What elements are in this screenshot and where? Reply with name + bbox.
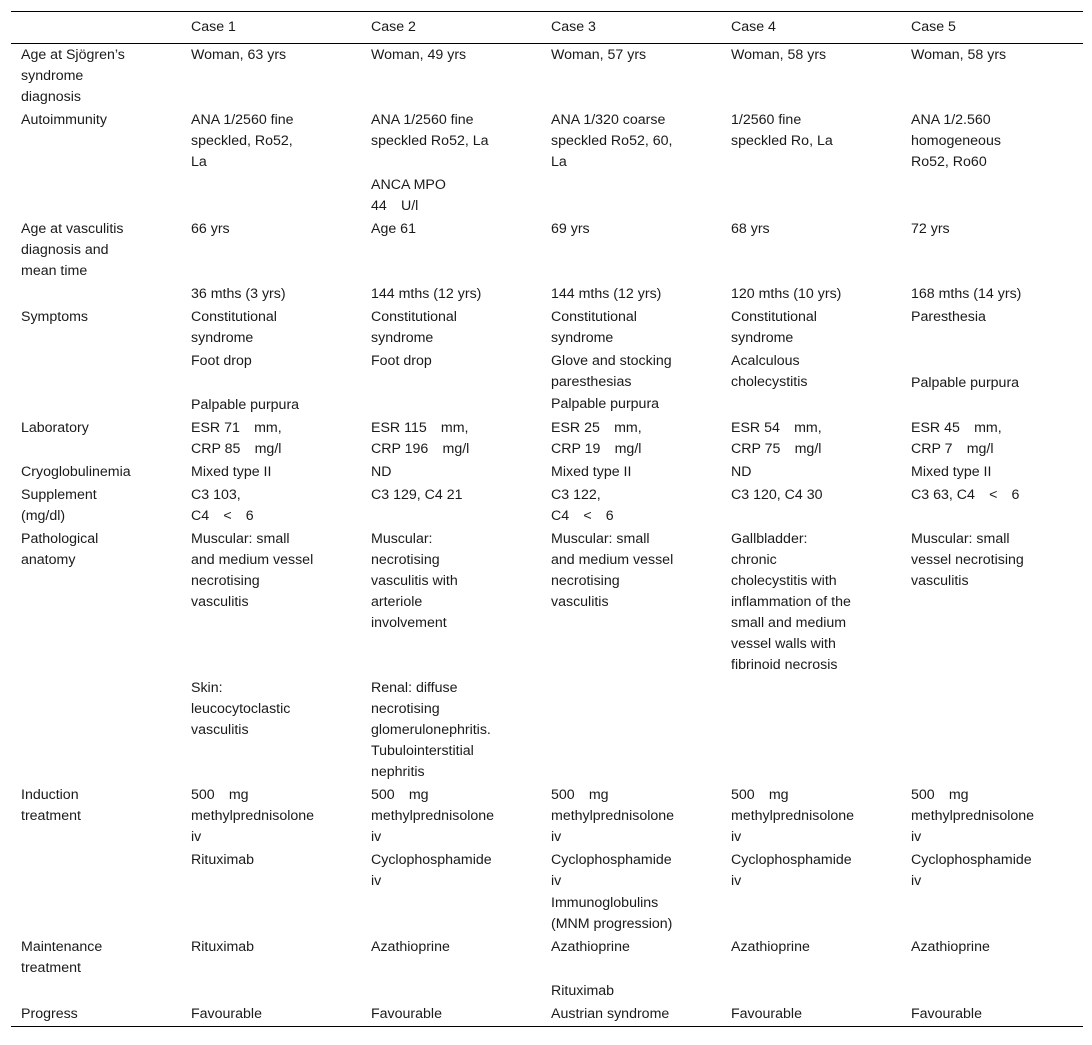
row-label-cell (11, 677, 181, 784)
row-label-text: Symptoms (21, 309, 89, 325)
cell-text: ESR 71 mm, (191, 420, 282, 436)
row-label-text: treatment (21, 960, 81, 976)
table-cell-case-1 (181, 1003, 361, 1027)
table-cell-case-1 (181, 44, 361, 110)
table-row (11, 350, 1083, 417)
cell-text: 66 yrs (191, 221, 230, 237)
cell-text: necrotising (371, 552, 440, 568)
table-cell-case-4 (721, 218, 901, 283)
row-label-text: treatment (21, 808, 81, 824)
table-cell-case-5 (901, 306, 1083, 350)
blank-line (911, 351, 1073, 372)
row-label-cell (11, 484, 181, 528)
cell-text: syndrome (551, 330, 614, 346)
header-cell-case-4: Case 4 (731, 19, 776, 35)
row-label-text: Progress (21, 1006, 78, 1022)
cell-text: 44 U/l (371, 198, 419, 214)
cell-text: Age 61 (371, 221, 416, 237)
table-row (11, 306, 1083, 350)
cell-text: La (551, 154, 567, 170)
cell-text: vessel walls with (731, 636, 836, 652)
cell-text: Foot drop (191, 353, 252, 369)
cell-text: Acalculous (731, 353, 800, 369)
cell-text: 500 mg (551, 787, 609, 803)
cell-text: Cyclophosphamide (731, 852, 852, 868)
cell-text: CRP 19 mg/l (551, 441, 642, 457)
table-cell-case-4 (721, 283, 901, 306)
cell-text: ESR 54 mm, (731, 420, 822, 436)
cell-text: Cyclophosphamide (371, 852, 492, 868)
cell-text: CRP 85 mg/l (191, 441, 282, 457)
table-row (11, 849, 1083, 936)
cell-text: speckled Ro52, 60, (551, 133, 673, 149)
table-cell-case-3 (541, 350, 721, 417)
table-cell-case-3 (541, 677, 721, 784)
header-cell-case-5: Case 5 (911, 19, 956, 35)
table-cell-case-4 (721, 1003, 901, 1027)
cell-text: Renal: diffuse (371, 680, 458, 696)
table-cell-case-4 (721, 461, 901, 484)
table-cell-case-4 (721, 44, 901, 110)
table-cell-case-2 (361, 936, 541, 1003)
cell-text: C3 122, (551, 487, 601, 503)
table-cell-case-1 (181, 849, 361, 936)
cell-text: C4 < 6 (551, 508, 614, 524)
cell-text: glomerulonephritis. (371, 722, 491, 738)
table-cell-case-5 (901, 417, 1083, 461)
table-cell-case-3 (541, 109, 721, 218)
table-cell-case-5 (901, 784, 1083, 849)
table-row (11, 677, 1083, 784)
cell-text: homogeneous (911, 133, 1001, 149)
cell-text: iv (371, 873, 382, 889)
table-header (11, 12, 1083, 44)
cell-text: 68 yrs (731, 221, 770, 237)
cell-text: iv (731, 829, 742, 845)
table-body (11, 44, 1083, 1027)
table-cell-case-3 (541, 461, 721, 484)
table-cell-case-1 (181, 936, 361, 1003)
header-row (11, 12, 1083, 44)
table-cell-case-3 (541, 218, 721, 283)
cell-text: Mixed type II (191, 464, 272, 480)
cell-text: chronic (731, 552, 777, 568)
cell-text: iv (911, 829, 922, 845)
table-cell-case-4 (721, 936, 901, 1003)
table-cell-case-2 (361, 306, 541, 350)
table-row (11, 417, 1083, 461)
table-cell-case-1 (181, 784, 361, 849)
table-cell-case-3 (541, 283, 721, 306)
cell-text: iv (551, 829, 562, 845)
table-cell-case-2 (361, 109, 541, 218)
cell-text: necrotising (191, 573, 260, 589)
row-label-cell (11, 528, 181, 677)
cell-text: Favourable (191, 1006, 262, 1022)
table-cell-case-5 (901, 528, 1083, 677)
cell-text: necrotising (551, 573, 620, 589)
cell-text: 500 mg (371, 787, 429, 803)
cell-text: ANA 1/320 coarse (551, 112, 666, 128)
table-cell-case-5 (901, 484, 1083, 528)
cell-text: ANA 1/2.560 (911, 112, 991, 128)
cell-text: Austrian syndrome (551, 1006, 670, 1022)
row-label-text: (mg/dl) (21, 508, 66, 524)
cell-text: ANA 1/2560 fine (191, 112, 294, 128)
cell-text: Paresthesia (911, 309, 986, 325)
cell-text: Woman, 57 yrs (551, 47, 647, 63)
cell-text: Palpable purpura (191, 397, 300, 413)
cell-text: Azathioprine (731, 939, 810, 955)
cell-text: Rituximab (191, 852, 255, 868)
row-label-cell (11, 849, 181, 936)
table-cell-case-1 (181, 461, 361, 484)
row-label-cell (11, 109, 181, 218)
cell-text: 500 mg (731, 787, 789, 803)
cell-text: vasculitis (191, 594, 249, 610)
table-row (11, 44, 1083, 110)
table-cell-case-3 (541, 849, 721, 936)
cell-text: Muscular: small (191, 531, 290, 547)
row-label-cell (11, 1003, 181, 1027)
table-cell-case-2 (361, 417, 541, 461)
cell-text: 500 mg (911, 787, 969, 803)
table-cell-case-3 (541, 1003, 721, 1027)
table-cell-case-2 (361, 283, 541, 306)
table-cell-case-1 (181, 218, 361, 283)
cell-text: Palpable purpura (911, 375, 1020, 391)
cell-text: 500 mg (191, 787, 249, 803)
cell-text: Mixed type II (911, 464, 992, 480)
cell-text: vessel necrotising (911, 552, 1024, 568)
row-label-cell (11, 417, 181, 461)
table-cell-case-2 (361, 784, 541, 849)
cell-text: small and medium (731, 615, 847, 631)
row-label-text: Laboratory (21, 420, 89, 436)
table-cell-case-5 (901, 936, 1083, 1003)
cell-text: Favourable (371, 1006, 442, 1022)
cell-text: involvement (371, 615, 447, 631)
table-cell-case-4 (721, 109, 901, 218)
table-cell-case-3 (541, 528, 721, 677)
table-cell-case-1 (181, 306, 361, 350)
table-cell-case-5 (901, 350, 1083, 417)
cell-text: 72 yrs (911, 221, 950, 237)
cell-text: Constitutional (371, 309, 457, 325)
table-cell-case-1 (181, 417, 361, 461)
table-cell-case-5 (901, 1003, 1083, 1027)
cell-text: methylprednisolone (191, 808, 315, 824)
row-label-text: anatomy (21, 552, 76, 568)
table-cell-case-3 (541, 784, 721, 849)
table-cell-case-2 (361, 677, 541, 784)
table-cell-case-2 (361, 44, 541, 110)
cell-text: Glove and stocking (551, 353, 672, 369)
table-cell-case-3 (541, 306, 721, 350)
cell-text: Ro52, Ro60 (911, 154, 987, 170)
cell-text: speckled Ro52, La (371, 133, 489, 149)
cell-text: methylprednisolone (731, 808, 855, 824)
header-cell-case-3: Case 3 (551, 19, 596, 35)
cell-text: speckled, Ro52, (191, 133, 293, 149)
cell-text: Azathioprine (911, 939, 990, 955)
cell-text: Constitutional (731, 309, 817, 325)
table-cell-case-5 (901, 218, 1083, 283)
cell-text: 144 mths (12 yrs) (371, 286, 482, 302)
cell-text: (MNM progression) (551, 916, 673, 932)
cell-text: vasculitis (551, 594, 609, 610)
row-label-text: Supplement (21, 487, 97, 503)
cell-text: leucocytoclastic (191, 701, 291, 717)
table-cell-case-3 (541, 44, 721, 110)
cell-text: Tubulointerstitial (371, 743, 474, 759)
table-cell-case-1 (181, 677, 361, 784)
row-label-cell (11, 784, 181, 849)
cell-text: iv (191, 829, 202, 845)
row-label-text: Maintenance (21, 939, 103, 955)
table-row (11, 109, 1083, 218)
table-cell-case-5 (901, 109, 1083, 218)
cell-text: syndrome (731, 330, 794, 346)
row-label-text: diagnosis and (21, 242, 109, 258)
blank-line (191, 373, 351, 394)
cell-text: Azathioprine (371, 939, 450, 955)
cell-text: Rituximab (191, 939, 255, 955)
cell-text: CRP 75 mg/l (731, 441, 822, 457)
cell-text: Woman, 58 yrs (731, 47, 827, 63)
cell-text: Favourable (911, 1006, 982, 1022)
table-cell-case-5 (901, 461, 1083, 484)
cell-text: 144 mths (12 yrs) (551, 286, 662, 302)
table-row (11, 528, 1083, 677)
cell-text: C3 120, C4 30 (731, 487, 823, 503)
cell-text: Palpable purpura (551, 396, 660, 412)
table-cell-case-1 (181, 283, 361, 306)
table-row (11, 283, 1083, 306)
row-label-cell (11, 44, 181, 110)
cell-text: and medium vessel (191, 552, 314, 568)
cell-text: iv (911, 873, 922, 889)
table-cell-case-4 (721, 484, 901, 528)
table-cell-case-1 (181, 350, 361, 417)
cell-text: methylprednisolone (551, 808, 675, 824)
cell-text: Gallbladder: (731, 531, 808, 547)
cell-text: Foot drop (371, 353, 432, 369)
table-row (11, 461, 1083, 484)
cell-text: ESR 25 mm, (551, 420, 642, 436)
table-cell-case-3 (541, 417, 721, 461)
cell-text: Immunoglobulins (551, 895, 659, 911)
table-cell-case-2 (361, 528, 541, 677)
cell-text: paresthesias (551, 374, 632, 390)
row-label-text: Cryoglobulinemia (21, 464, 131, 480)
cell-text: syndrome (371, 330, 434, 346)
cell-text: methylprednisolone (911, 808, 1035, 824)
cell-text: Rituximab (551, 983, 615, 999)
cell-text: 168 mths (14 yrs) (911, 286, 1022, 302)
table-cell-case-2 (361, 484, 541, 528)
blank-line (551, 959, 711, 980)
cell-text: iv (551, 873, 562, 889)
cell-text: fibrinoid necrosis (731, 657, 838, 673)
header-cell-case-1: Case 1 (191, 19, 236, 35)
cell-text: La (191, 154, 207, 170)
cell-text: ESR 115 mm, (371, 420, 469, 436)
cell-text: C4 < 6 (191, 508, 254, 524)
cell-text: inflammation of the (731, 594, 851, 610)
table-row (11, 784, 1083, 849)
row-label-cell (11, 350, 181, 417)
row-label-cell (11, 218, 181, 283)
table-cell-case-2 (361, 350, 541, 417)
row-label-cell (11, 936, 181, 1003)
table-cell-case-4 (721, 306, 901, 350)
row-label-cell (11, 461, 181, 484)
table-cell-case-4 (721, 677, 901, 784)
row-label-text: Autoimmunity (21, 112, 107, 128)
cell-text: iv (731, 873, 742, 889)
table-cell-case-1 (181, 528, 361, 677)
table-row (11, 218, 1083, 283)
cell-text: 120 mths (10 yrs) (731, 286, 842, 302)
cell-text: necrotising (371, 701, 440, 717)
table-cell-case-2 (361, 849, 541, 936)
table-cell-case-4 (721, 528, 901, 677)
cell-text: and medium vessel (551, 552, 674, 568)
cell-text: iv (371, 829, 382, 845)
table-cell-case-4 (721, 849, 901, 936)
cell-text: nephritis (371, 764, 425, 780)
cell-text: Favourable (731, 1006, 802, 1022)
cell-text: ANA 1/2560 fine (371, 112, 474, 128)
cell-text: Azathioprine (551, 939, 630, 955)
table-cell-case-5 (901, 44, 1083, 110)
table-cell-case-4 (721, 784, 901, 849)
cell-text: Skin: (191, 680, 223, 696)
cell-text: Muscular: small (911, 531, 1010, 547)
row-label-cell (11, 283, 181, 306)
table-cell-case-5 (901, 283, 1083, 306)
cell-text: Constitutional (551, 309, 637, 325)
row-label-cell (11, 306, 181, 350)
table-row (11, 1003, 1083, 1027)
table-cell-case-4 (721, 417, 901, 461)
cell-text: ND (371, 464, 392, 480)
table-cell-case-1 (181, 109, 361, 218)
cell-text: methylprednisolone (371, 808, 495, 824)
cell-text: arteriole (371, 594, 423, 610)
cell-text: Cyclophosphamide (551, 852, 672, 868)
cell-text: Muscular: (371, 531, 433, 547)
cell-text: cholecystitis (731, 374, 808, 390)
header-cell-empty (11, 12, 181, 44)
cell-text: 69 yrs (551, 221, 590, 237)
table-cell-case-2 (361, 218, 541, 283)
cell-text: Woman, 49 yrs (371, 47, 467, 63)
cell-text: C3 103, (191, 487, 241, 503)
cell-text: Constitutional (191, 309, 277, 325)
cell-text: Woman, 63 yrs (191, 47, 287, 63)
row-label-text: Induction (21, 787, 79, 803)
cell-text: 1/2560 fine (731, 112, 802, 128)
table-cell-case-3 (541, 936, 721, 1003)
cell-text: Muscular: small (551, 531, 650, 547)
table-row (11, 936, 1083, 1003)
table-cell-case-2 (361, 461, 541, 484)
cell-text: 36 mths (3 yrs) (191, 286, 286, 302)
row-label-text: Age at Sjögren’s (21, 47, 125, 63)
cell-text: C3 129, C4 21 (371, 487, 463, 503)
cell-text: Woman, 58 yrs (911, 47, 1007, 63)
cell-text: vasculitis (911, 573, 969, 589)
table-cell-case-5 (901, 849, 1083, 936)
row-label-text: Pathological (21, 531, 99, 547)
cell-text: ND (731, 464, 752, 480)
row-label-text: mean time (21, 263, 88, 279)
cell-text: C3 63, C4 < 6 (911, 487, 1020, 503)
cell-text: cholecystitis with (731, 573, 837, 589)
cell-text: CRP 196 mg/l (371, 441, 470, 457)
cell-text: Mixed type II (551, 464, 632, 480)
table-cell-case-4 (721, 350, 901, 417)
row-label-text: syndrome (21, 68, 84, 84)
row-label-text: diagnosis (21, 89, 81, 105)
header-cell-case-2: Case 2 (371, 19, 416, 35)
table-cell-case-3 (541, 484, 721, 528)
cell-text: vasculitis with (371, 573, 458, 589)
row-label-text: Age at vasculitis (21, 221, 124, 237)
sjogren-vasculitis-cases-table (11, 11, 1083, 1027)
cell-text: ANCA MPO (371, 177, 446, 193)
cell-text: syndrome (191, 330, 254, 346)
cell-text: CRP 7 mg/l (911, 441, 994, 457)
table-cell-case-5 (901, 677, 1083, 784)
blank-line (371, 153, 531, 174)
table-row (11, 484, 1083, 528)
cell-text: ESR 45 mm, (911, 420, 1002, 436)
table-cell-case-1 (181, 484, 361, 528)
cell-text: vasculitis (191, 722, 249, 738)
cell-text: Cyclophosphamide (911, 852, 1032, 868)
table-cell-case-2 (361, 1003, 541, 1027)
cell-text: speckled Ro, La (731, 133, 833, 149)
